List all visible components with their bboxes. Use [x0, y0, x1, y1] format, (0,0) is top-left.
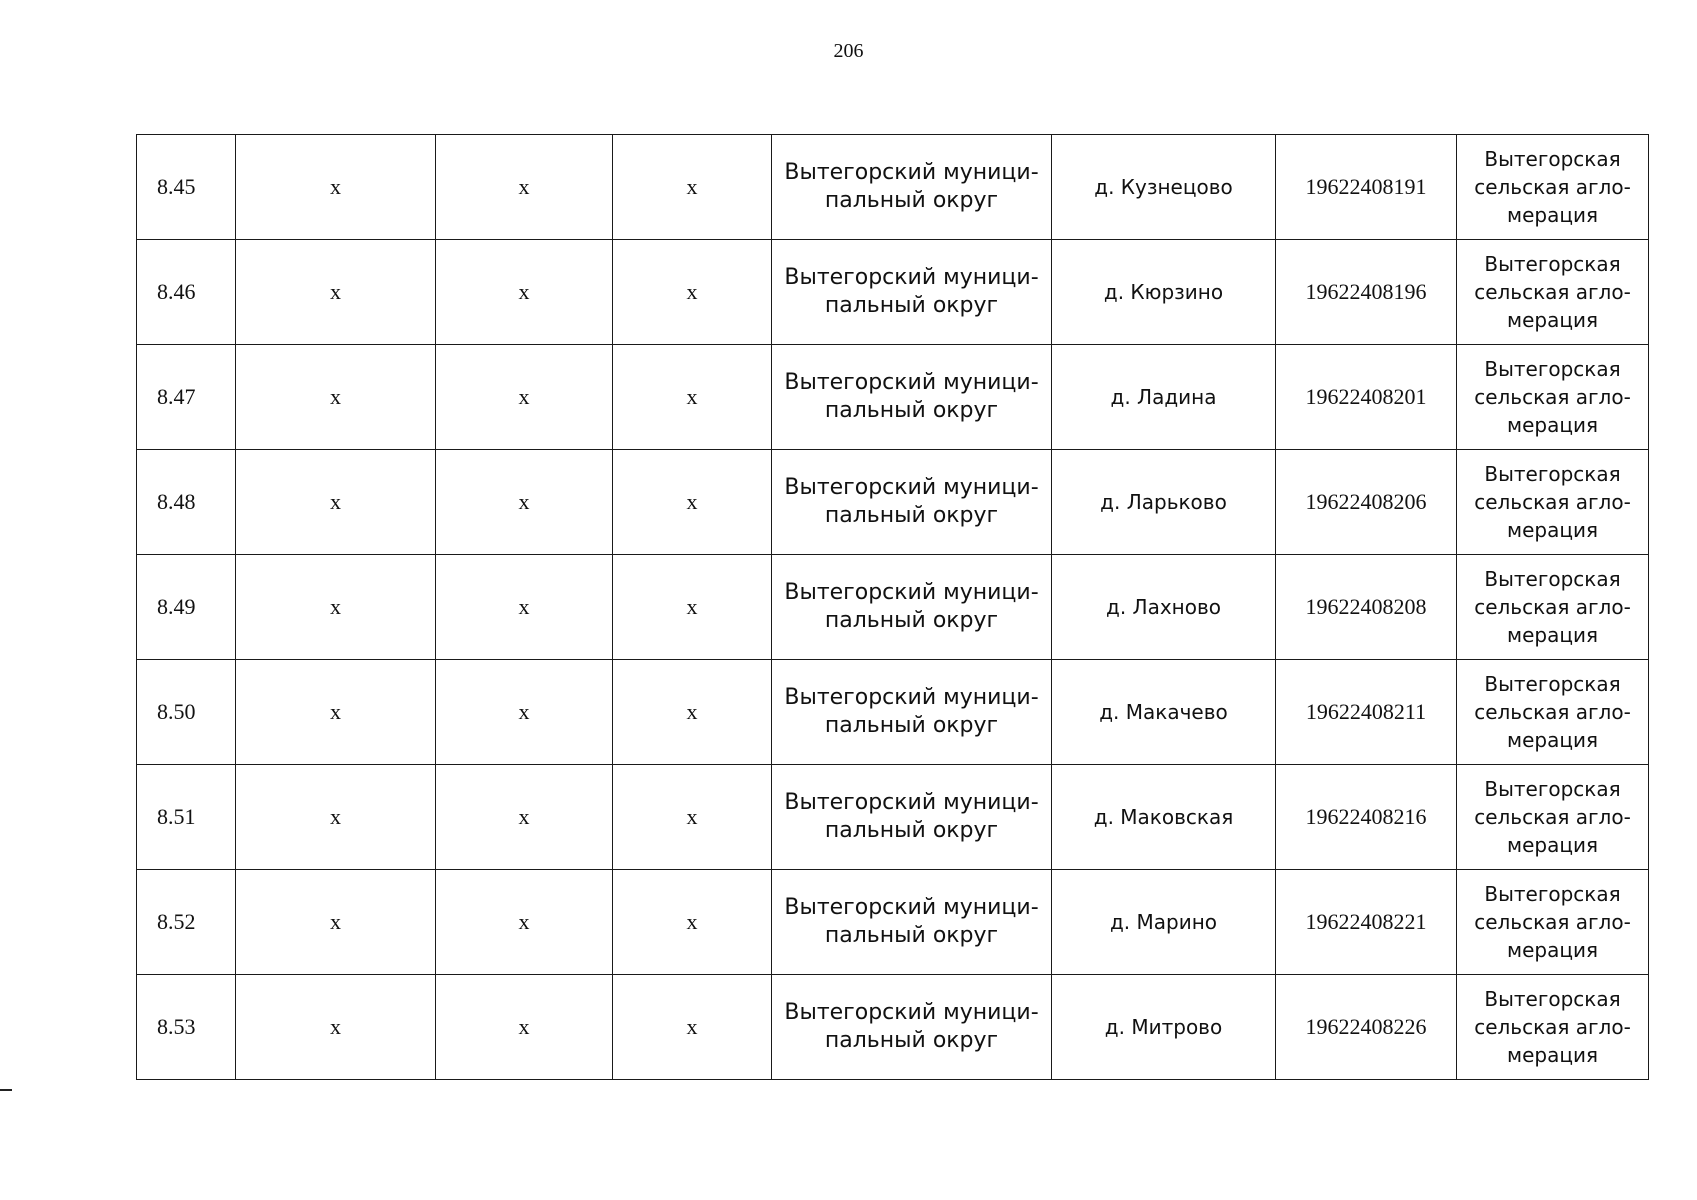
- row-number-cell: 8.45: [137, 135, 236, 240]
- agglomeration-cell: Вытегорская сельская агло-мерация: [1457, 345, 1649, 450]
- row-number-cell: 8.47: [137, 345, 236, 450]
- row-number-cell: 8.48: [137, 450, 236, 555]
- x-mark-cell: x: [613, 345, 772, 450]
- x-mark-cell: x: [436, 975, 613, 1080]
- x-mark-cell: x: [236, 240, 436, 345]
- table-row: [137, 975, 1649, 1080]
- table-row: [137, 450, 1649, 555]
- x-mark-cell: x: [236, 975, 436, 1080]
- x-mark-cell: x: [236, 870, 436, 975]
- code-cell: 19622408201: [1276, 345, 1457, 450]
- district-cell: Вытегорский муници-пальный округ: [772, 135, 1052, 240]
- locality-cell: д. Ладина: [1052, 345, 1276, 450]
- table-row: [137, 765, 1649, 870]
- x-mark-cell: x: [236, 135, 436, 240]
- x-mark-cell: x: [436, 135, 613, 240]
- table-row: [137, 870, 1649, 975]
- locality-cell: д. Кюрзино: [1052, 240, 1276, 345]
- agglomeration-cell: Вытегорская сельская агло-мерация: [1457, 240, 1649, 345]
- x-mark-cell: x: [613, 135, 772, 240]
- row-number-cell: 8.52: [137, 870, 236, 975]
- x-mark-cell: x: [613, 765, 772, 870]
- agglomeration-cell: Вытегорская сельская агло-мерация: [1457, 765, 1649, 870]
- row-number-cell: 8.51: [137, 765, 236, 870]
- agglomeration-cell: Вытегорская сельская агло-мерация: [1457, 450, 1649, 555]
- district-cell: Вытегорский муници-пальный округ: [772, 240, 1052, 345]
- code-cell: 19622408226: [1276, 975, 1457, 1080]
- row-number-cell: 8.46: [137, 240, 236, 345]
- x-mark-cell: x: [236, 345, 436, 450]
- district-cell: Вытегорский муници-пальный округ: [772, 975, 1052, 1080]
- locality-cell: д. Кузнецово: [1052, 135, 1276, 240]
- table-row: [137, 345, 1649, 450]
- locality-cell: д. Лахново: [1052, 555, 1276, 660]
- table-row: [137, 555, 1649, 660]
- x-mark-cell: x: [436, 240, 613, 345]
- code-cell: 19622408216: [1276, 765, 1457, 870]
- agglomeration-cell: Вытегорская сельская агло-мерация: [1457, 660, 1649, 765]
- locality-cell: д. Макачево: [1052, 660, 1276, 765]
- x-mark-cell: x: [236, 660, 436, 765]
- row-number-cell: 8.49: [137, 555, 236, 660]
- x-mark-cell: x: [436, 555, 613, 660]
- locality-cell: д. Марино: [1052, 870, 1276, 975]
- x-mark-cell: x: [613, 660, 772, 765]
- x-mark-cell: x: [613, 450, 772, 555]
- district-cell: Вытегорский муници-пальный округ: [772, 660, 1052, 765]
- locality-cell: д. Маковская: [1052, 765, 1276, 870]
- x-mark-cell: x: [436, 870, 613, 975]
- district-cell: Вытегорский муници-пальный округ: [772, 870, 1052, 975]
- margin-mark: [0, 1089, 12, 1091]
- x-mark-cell: x: [436, 765, 613, 870]
- x-mark-cell: x: [613, 240, 772, 345]
- x-mark-cell: x: [236, 555, 436, 660]
- x-mark-cell: x: [436, 345, 613, 450]
- agglomeration-cell: Вытегорская сельская агло-мерация: [1457, 870, 1649, 975]
- x-mark-cell: x: [236, 765, 436, 870]
- x-mark-cell: x: [436, 450, 613, 555]
- x-mark-cell: x: [613, 870, 772, 975]
- table-row: [137, 240, 1649, 345]
- table-row: [137, 135, 1649, 240]
- district-cell: Вытегорский муници-пальный округ: [772, 450, 1052, 555]
- agglomeration-cell: Вытегорская сельская агло-мерация: [1457, 135, 1649, 240]
- row-number-cell: 8.53: [137, 975, 236, 1080]
- data-table: [136, 134, 1649, 1080]
- x-mark-cell: x: [436, 660, 613, 765]
- district-cell: Вытегорский муници-пальный округ: [772, 345, 1052, 450]
- table-body: [137, 135, 1649, 1080]
- code-cell: 19622408221: [1276, 870, 1457, 975]
- x-mark-cell: x: [613, 555, 772, 660]
- code-cell: 19622408206: [1276, 450, 1457, 555]
- page-number: 206: [833, 40, 864, 62]
- code-cell: 19622408211: [1276, 660, 1457, 765]
- code-cell: 19622408196: [1276, 240, 1457, 345]
- district-cell: Вытегорский муници-пальный округ: [772, 765, 1052, 870]
- x-mark-cell: x: [613, 975, 772, 1080]
- code-cell: 19622408191: [1276, 135, 1457, 240]
- agglomeration-cell: Вытегорская сельская агло-мерация: [1457, 555, 1649, 660]
- code-cell: 19622408208: [1276, 555, 1457, 660]
- district-cell: Вытегорский муници-пальный округ: [772, 555, 1052, 660]
- row-number-cell: 8.50: [137, 660, 236, 765]
- locality-cell: д. Митрово: [1052, 975, 1276, 1080]
- locality-cell: д. Ларьково: [1052, 450, 1276, 555]
- agglomeration-cell: Вытегорская сельская агло-мерация: [1457, 975, 1649, 1080]
- table-row: [137, 660, 1649, 765]
- x-mark-cell: x: [236, 450, 436, 555]
